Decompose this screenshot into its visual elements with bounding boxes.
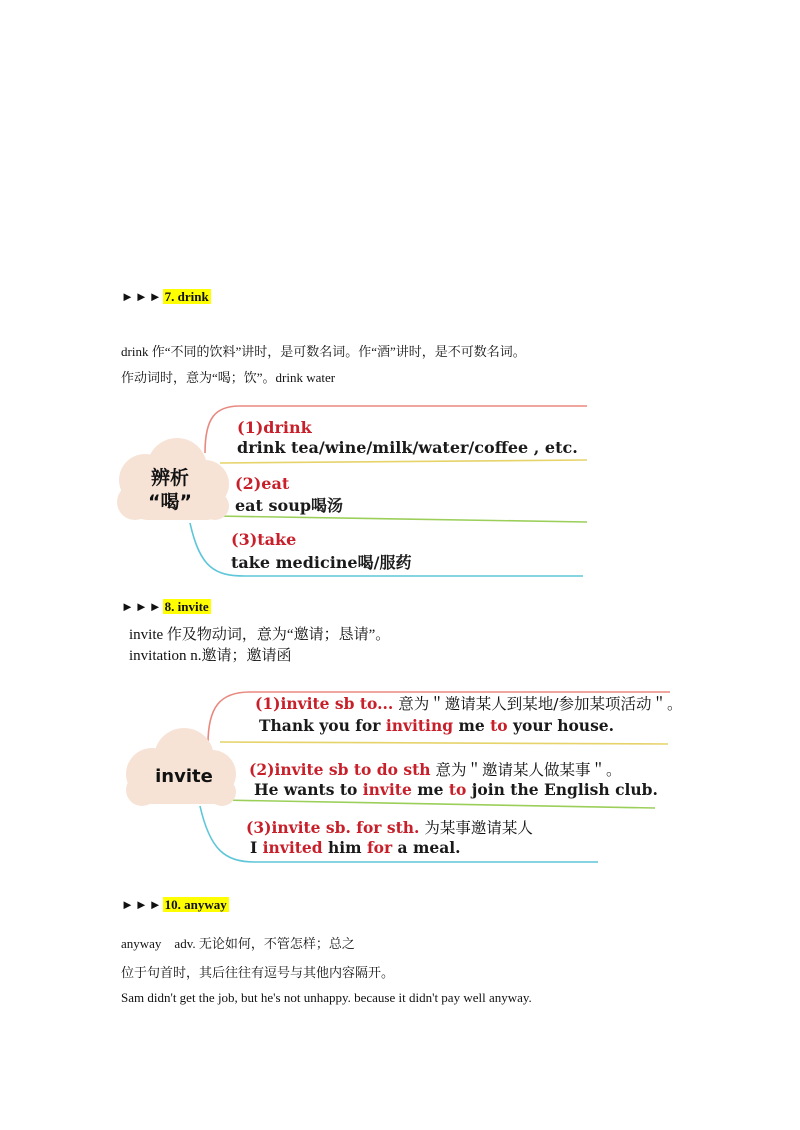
heading-label: 7. drink bbox=[164, 289, 209, 304]
invite-branch-3-example bbox=[250, 838, 461, 857]
invite-branch-1-title bbox=[255, 692, 682, 714]
example-part: He wants to bbox=[254, 780, 363, 799]
drink-center-label bbox=[130, 466, 210, 514]
drink-branch-3-title: (3)take bbox=[231, 530, 297, 549]
example-part: join the English club. bbox=[466, 780, 658, 799]
arrow-bullets: ►►► bbox=[121, 599, 163, 614]
invite-center-label: invite bbox=[155, 766, 213, 787]
invite-branch-1-example bbox=[259, 716, 614, 735]
arrow-bullets: ►►► bbox=[121, 289, 163, 304]
invite-branch-2-example bbox=[254, 780, 658, 799]
example-part: him bbox=[322, 838, 367, 857]
section-heading-drink bbox=[121, 289, 211, 305]
drink-text-line-1: drink 作“不同的饮料”讲时，是可数名词。作“酒”讲时，是不可数名词。 bbox=[121, 344, 526, 359]
example-part: I bbox=[250, 838, 263, 857]
center-line-1: 辨析 bbox=[150, 467, 189, 489]
example-part-red: invited bbox=[262, 838, 323, 857]
example-part-red: inviting bbox=[385, 716, 454, 735]
drink-branch-1-title: (1)drink bbox=[237, 418, 312, 437]
example-part-red: invite bbox=[362, 780, 412, 799]
drink-branch-1-example: drink tea/wine/milk/water/coffee , etc. bbox=[237, 438, 578, 457]
section-heading-invite bbox=[121, 599, 211, 615]
drink-branch-2-example: eat soup喝汤 bbox=[235, 496, 344, 515]
branch-meaning: 为某事邀请某人 bbox=[419, 819, 533, 837]
branch-title: (1)invite sb to... bbox=[255, 694, 394, 713]
anyway-text-line-1: anyway adv. 无论如何，不管怎样；总之 bbox=[121, 936, 355, 951]
branch-meaning: 意为＂邀请某人到某地/参加某项活动＂。 bbox=[393, 695, 683, 713]
invite-text-line-1: invite 作及物动词，意为“邀请；恳请”。 bbox=[129, 627, 391, 643]
heading-label: 10. anyway bbox=[164, 897, 227, 912]
branch-title: (3)invite sb. for sth. bbox=[246, 818, 420, 837]
drink-text-line-2: 作动词时，意为“喝；饮”。drink water bbox=[121, 370, 336, 385]
drink-branch-3-example: take medicine喝/服药 bbox=[231, 553, 412, 572]
heading-label: 8. invite bbox=[164, 599, 209, 614]
example-part-red: to bbox=[448, 780, 467, 799]
example-part-red: for bbox=[366, 838, 393, 857]
invite-branch-3-title bbox=[246, 816, 533, 838]
example-part: your house. bbox=[507, 716, 615, 735]
branch-title: (2)invite sb to do sth bbox=[249, 760, 431, 779]
section-heading-anyway bbox=[121, 897, 229, 913]
invite-branch-2-title bbox=[249, 758, 621, 780]
example-part: me bbox=[411, 780, 449, 799]
example-part: me bbox=[453, 716, 491, 735]
arrow-bullets: ►►► bbox=[121, 897, 163, 912]
branch-meaning: 意为＂邀请某人做某事＂。 bbox=[430, 761, 622, 779]
center-line-2: “喝” bbox=[148, 491, 192, 513]
example-part: a meal. bbox=[392, 838, 461, 857]
example-part: Thank you for bbox=[259, 716, 386, 735]
invite-text-line-2: invitation n.邀请；邀请函 bbox=[129, 648, 292, 664]
anyway-text-line-2: 位于句首时，其后往往有逗号与其他内容隔开。 bbox=[121, 965, 395, 980]
anyway-text-line-3: Sam didn't get the job, but he's not unhappy. because it didn't pay well anyway. bbox=[121, 990, 532, 1005]
example-part-red: to bbox=[490, 716, 508, 735]
drink-branch-2-title: (2)eat bbox=[235, 474, 290, 493]
